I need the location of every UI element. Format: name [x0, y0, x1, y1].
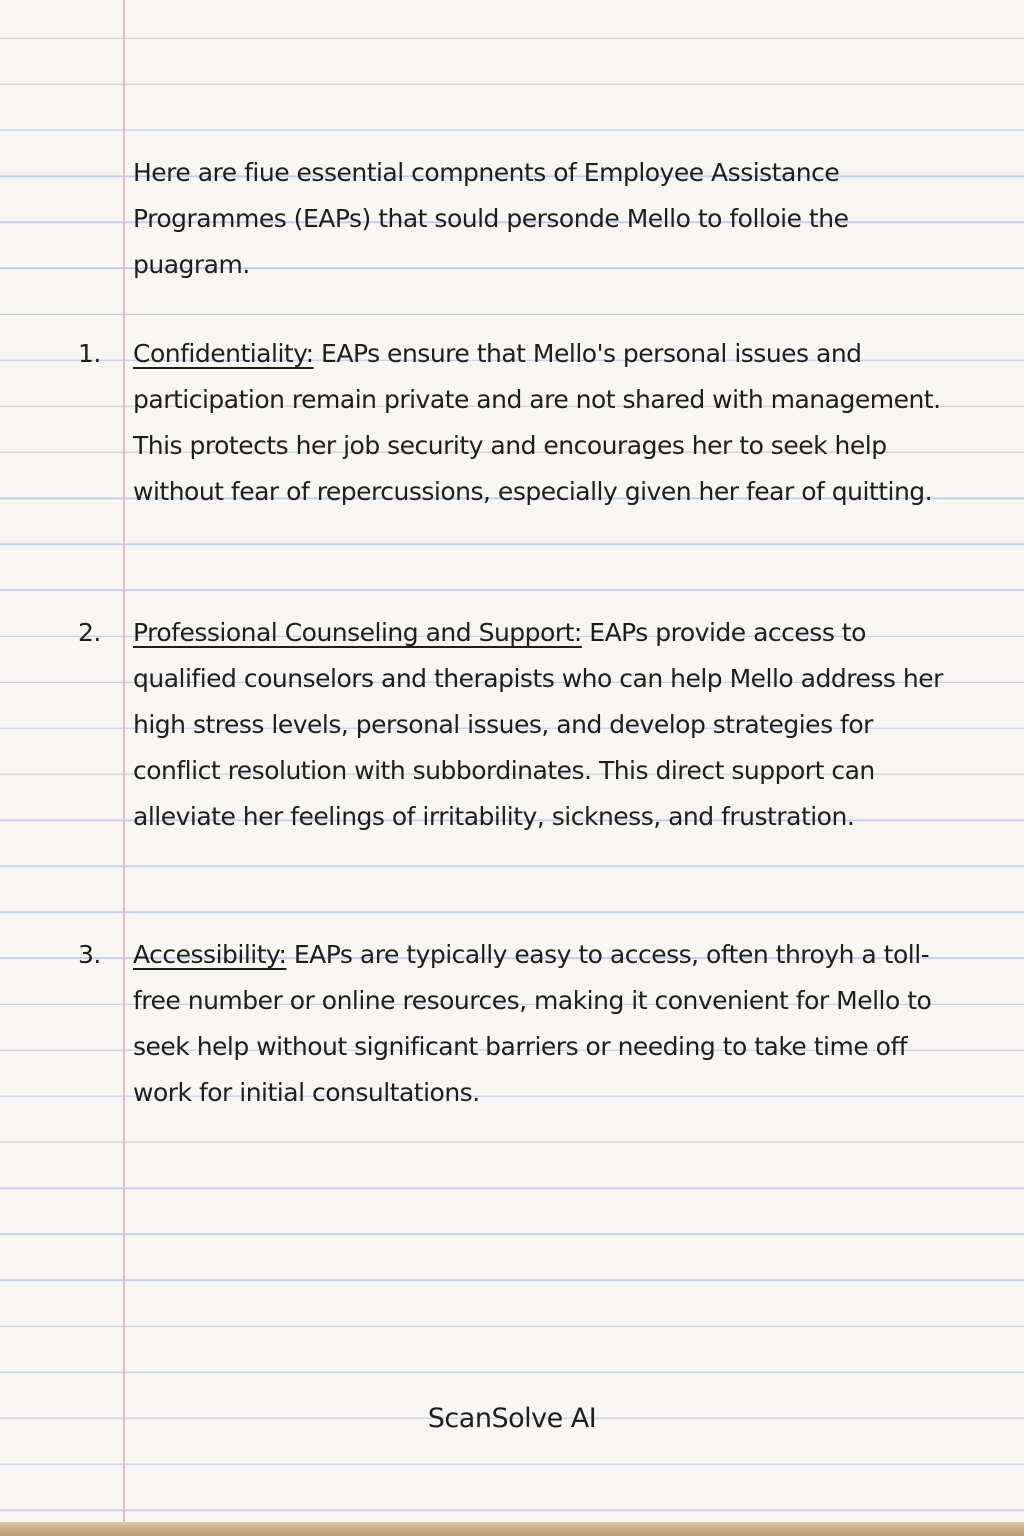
item-text: EAPs are typically easy to access, often throyh a toll-free number or online resources, making it convenient for Mello to seek help without significant barriers or needing to take time off work for initial consultations. [133, 940, 932, 1107]
list-item-accessibility [78, 932, 948, 1116]
item-number: 1. [78, 339, 101, 368]
desk-edge [0, 1522, 1024, 1536]
list-item-confidentiality [78, 331, 948, 515]
item-term: Professional Counseling and Support: [133, 618, 582, 647]
item-body [133, 610, 943, 840]
item-text: EAPs ensure that Mello's personal issues and participation remain private and are not shared with management. This protects her job security and encourages her to seek help without fear of repercussions, especially given her fear of quitting. [133, 339, 941, 506]
intro-paragraph: Here are fiue essential compnents of Employee Assistance Programmes (EAPs) that sould personde Mello to folloie the puagram. [133, 158, 849, 279]
item-text: EAPs provide access to qualified counselors and therapists who can help Mello address her high stress levels, personal issues, and develop strategies for conflict resolution with subbordinates. This direct support can alleviate her feelings of irritability, sickness, and frustration. [133, 618, 943, 831]
item-number: 3. [78, 940, 101, 969]
item-number: 2. [78, 618, 101, 647]
list-item-professional-counseling [78, 610, 948, 840]
item-term: Accessibility: [133, 940, 287, 969]
item-term: Confidentiality: [133, 339, 314, 368]
item-body [133, 932, 943, 1116]
footer-watermark: ScanSolve AI [427, 1403, 597, 1434]
item-body [133, 331, 943, 515]
